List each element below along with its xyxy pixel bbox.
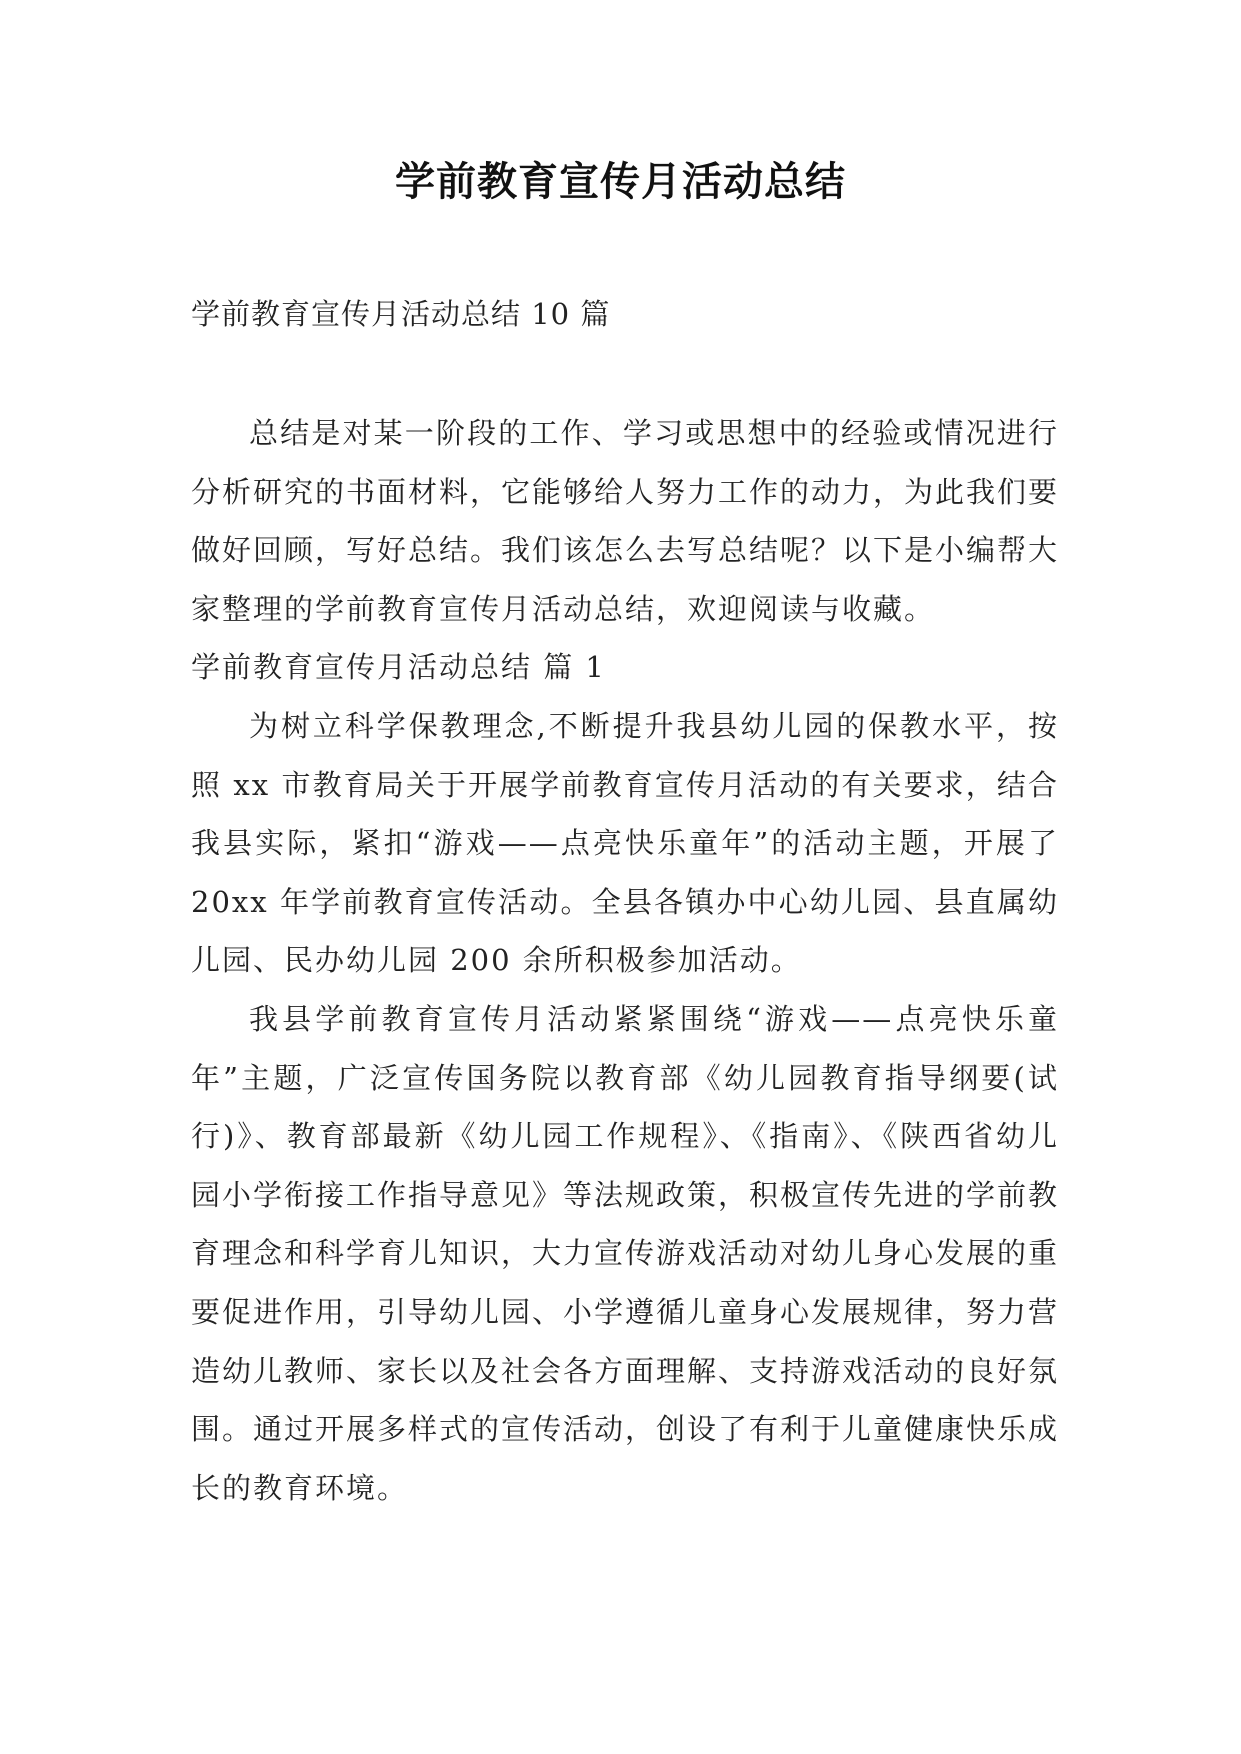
- intro-paragraph: 总结是对某一阶段的工作、学习或思想中的经验或情况进行分析研究的书面材料，它能够给人努力工作的动力，为此我们要做好回顾，写好总结。我们该怎么去写总结呢？以下是小编帮大家整理的学前教育宣传月活动总结，欢迎阅读与收藏。: [191, 416, 1060, 626]
- document-subtitle: 学前教育宣传月活动总结 10 篇: [191, 297, 611, 331]
- section-heading: 学前教育宣传月活动总结 篇 1: [191, 650, 606, 685]
- document-body: [191, 404, 1059, 1517]
- body-paragraph-1: 为树立科学保教理念,不断提升我县幼儿园的保教水平，按照 xx 市教育局关于开展学前教育宣传月活动的有关要求，结合我县实际，紧扣“游戏——点亮快乐童年”的活动主题，开展了 20xx 年学前教育宣传活动。全县各镇办中心幼儿园、县直属幼儿园、民办幼儿园 200 余所积极参加活动。: [191, 708, 1059, 978]
- document-title: 学前教育宣传月活动总结: [395, 159, 846, 205]
- body-paragraph-2: 我县学前教育宣传月活动紧紧围绕“游戏——点亮快乐童年”主题，广泛宣传国务院以教育部《幼儿园教育指导纲要(试行)》、教育部最新《幼儿园工作规程》、《指南》、《陕西省幼儿园小学衔接工作指导意见》等法规政策，积极宣传先进的学前教育理念和科学育儿知识，大力宣传游戏活动对幼儿身心发展的重要促进作用，引导幼儿园、小学遵循儿童身心发展规律，努力营造幼儿教师、家长以及社会各方面理解、支持游戏活动的良好氛围。通过开展多样式的宣传活动，创设了有利于儿童健康快乐成长的教育环境。: [191, 1001, 1060, 1505]
